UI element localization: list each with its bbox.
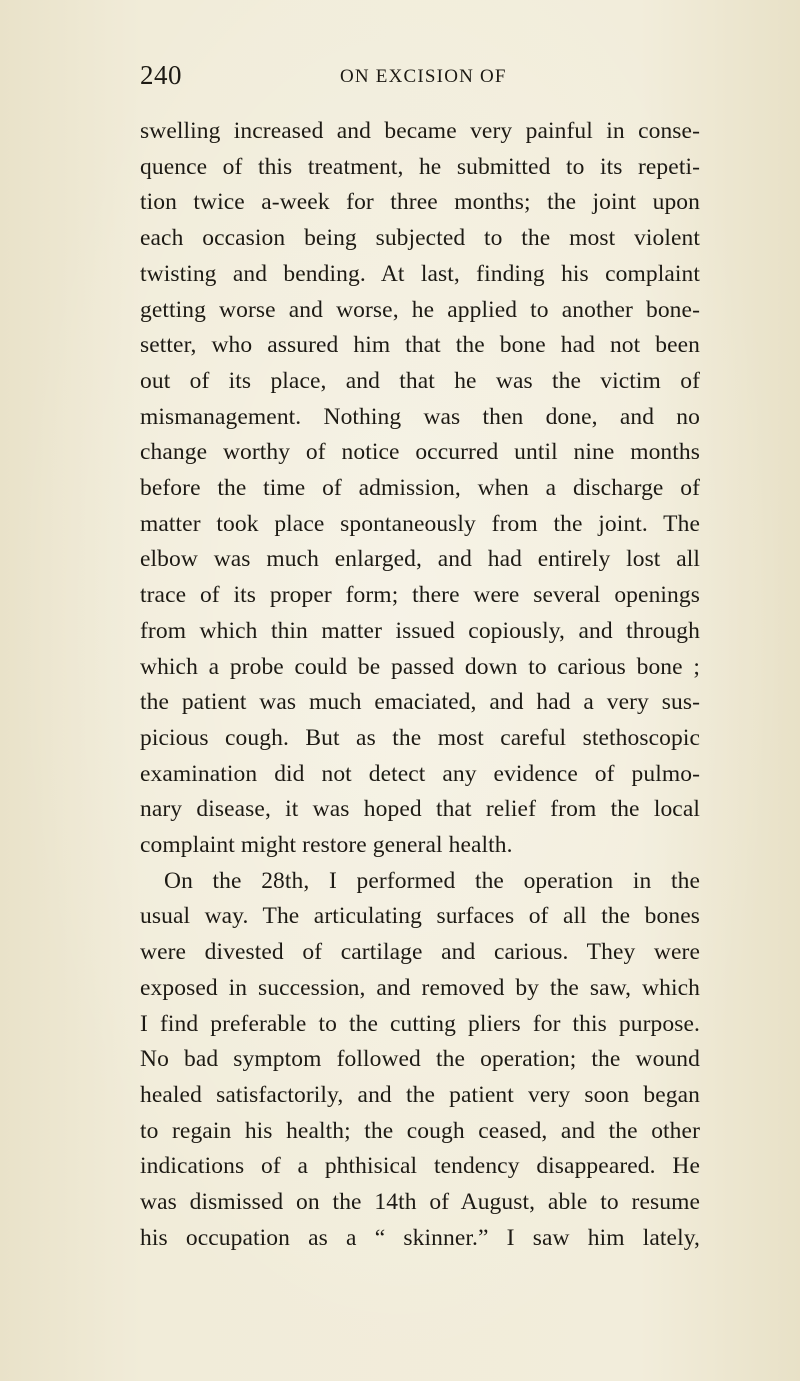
text-line: before the time of admission, when a discharge of — [140, 475, 700, 502]
text-line: change worthy of notice occurred until nine months — [140, 439, 700, 466]
text-line: No bad symptom followed the operation; the wound — [140, 1046, 700, 1073]
text-line: quence of this treatment, he submitted to its repeti- — [140, 153, 700, 180]
text-line: the patient was much emaciated, and had a very sus- — [140, 689, 700, 716]
text-line: which a probe could be passed down to carious bone ; — [140, 653, 700, 680]
body-text — [140, 114, 700, 1257]
text-line: nary disease, it was hoped that relief from the local — [140, 796, 700, 823]
text-line: trace of its proper form; there were several openings — [140, 582, 700, 609]
text-line: his occupation as a “ skinner.” I saw him lately, — [140, 1224, 700, 1251]
page-header — [140, 60, 700, 100]
text-line: getting worse and worse, he applied to another bone- — [140, 296, 700, 323]
text-line: matter took place spontaneously from the joint. The — [140, 510, 700, 537]
text-line: twisting and bending. At last, finding his complaint — [140, 260, 700, 287]
text-line: elbow was much enlarged, and had entirely lost all — [140, 546, 700, 573]
text-line: to regain his health; the cough ceased, and the other — [140, 1117, 700, 1144]
text-line: each occasion being subjected to the most violent — [140, 225, 700, 252]
text-line: exposed in succession, and removed by the saw, which — [140, 974, 700, 1001]
text-line: swelling increased and became very painful in conse- — [140, 118, 700, 144]
text-line: healed satisfactorily, and the patient very soon began — [140, 1081, 700, 1108]
text-line: out of its place, and that he was the victim of — [140, 367, 700, 394]
text-line: mismanagement. Nothing was then done, and no — [140, 403, 700, 430]
text-line: tion twice a-week for three months; the joint upon — [140, 189, 700, 216]
text-line: from which thin matter issued copiously, and through — [140, 617, 700, 644]
text-line: picious cough. But as the most careful stethoscopic — [140, 724, 700, 751]
paragraph-1 — [140, 114, 700, 864]
text-line: I find preferable to the cutting pliers for this purpose. — [140, 1010, 700, 1037]
paragraph-2 — [140, 864, 700, 1257]
text-line: usual way. The articulating surfaces of all the bones — [140, 903, 700, 930]
text-line: setter, who assured him that the bone had not been — [140, 332, 700, 359]
running-head: ON EXCISION OF — [340, 66, 507, 87]
text-line: On the 28th, I performed the operation in the — [164, 867, 700, 894]
text-line: were divested of cartilage and carious. They were — [140, 939, 700, 966]
text-line: indications of a phthisical tendency disappeared. He — [140, 1153, 700, 1180]
page-number: 240 — [140, 60, 182, 90]
text-line: examination did not detect any evidence of pulmo- — [140, 760, 700, 787]
text-line: was dismissed on the 14th of August, able to resume — [140, 1189, 700, 1216]
text-line: complaint might restore general health. — [140, 832, 513, 859]
